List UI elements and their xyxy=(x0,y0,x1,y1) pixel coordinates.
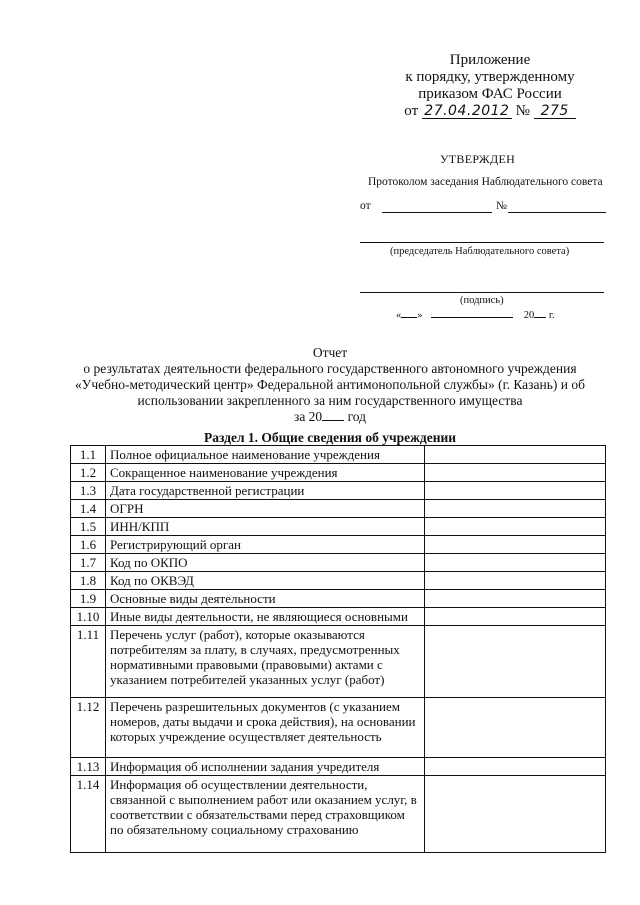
appendix-date: 27.04.2012 xyxy=(422,104,512,119)
row-value-cell xyxy=(425,758,606,776)
row-value-cell xyxy=(425,572,606,590)
approval-date-line xyxy=(382,212,492,213)
row-number: 1.10 xyxy=(71,608,106,626)
appendix-date-number xyxy=(380,103,600,120)
quote-open: « xyxy=(396,310,402,321)
row-label: Иные виды деятельности, не являющиеся основными xyxy=(106,608,425,626)
row-number: 1.2 xyxy=(71,464,106,482)
row-value-cell xyxy=(425,518,606,536)
row-value-cell xyxy=(425,590,606,608)
row-value-cell xyxy=(425,608,606,626)
section-title: Раздел 1. Общие сведения об учреждении xyxy=(203,430,457,445)
row-number: 1.8 xyxy=(71,572,106,590)
approval-date-row xyxy=(360,200,610,212)
table-row xyxy=(71,590,606,608)
row-value-cell xyxy=(425,554,606,572)
row-number: 1.6 xyxy=(71,536,106,554)
row-value-cell xyxy=(425,464,606,482)
row-label: Информация об осуществлении деятельности, связанной с выполнением работ или оказанием услуг, в соответствии с обязательствами перед страховщиком по обязательному социальному страхованию xyxy=(106,776,425,853)
row-value-cell xyxy=(425,536,606,554)
row-number: 1.12 xyxy=(71,698,106,758)
table-row xyxy=(71,446,606,464)
row-number: 1.7 xyxy=(71,554,106,572)
table-row xyxy=(71,464,606,482)
appendix-fas-line: приказом ФАС России xyxy=(418,86,562,102)
row-label: Дата государственной регистрации xyxy=(106,482,425,500)
row-number: 1.4 xyxy=(71,500,106,518)
signature-caption: (подпись) xyxy=(460,295,504,306)
table-row xyxy=(71,626,606,698)
row-label: Перечень услуг (работ), которые оказываются потребителям за плату, в случаях, предусмотренных нормативными правовыми (правовыми) актами с указанием потребителей указанных услуг (работ) xyxy=(106,626,425,698)
report-heading xyxy=(70,345,590,425)
appendix-block xyxy=(380,52,600,120)
report-line-3: использовании закрепленного за ним государственного имущества xyxy=(137,393,523,408)
row-label: Сокращенное наименование учреждения xyxy=(106,464,425,482)
row-label: Код по ОКВЭД xyxy=(106,572,425,590)
row-label: Основные виды деятельности xyxy=(106,590,425,608)
row-label: ИНН/КПП xyxy=(106,518,425,536)
row-value-cell xyxy=(425,698,606,758)
appendix-number: 275 xyxy=(534,104,576,119)
year-suffix: г. xyxy=(548,310,555,321)
row-number: 1.3 xyxy=(71,482,106,500)
table-row xyxy=(71,536,606,554)
row-value-cell xyxy=(425,500,606,518)
table-row xyxy=(71,554,606,572)
table-row xyxy=(71,518,606,536)
table-row xyxy=(71,776,606,853)
year-prefix: 20 xyxy=(523,310,535,321)
row-label: Код по ОКПО xyxy=(106,554,425,572)
report-line-2: «Учебно-методический центр» Федеральной антимонопольной службы» (г. Казань) и об xyxy=(75,377,585,392)
chairman-caption: (председатель Наблюдательного совета) xyxy=(390,246,570,257)
row-label: ОГРН xyxy=(106,500,425,518)
period-suffix: год xyxy=(347,409,366,424)
report-period xyxy=(70,409,590,425)
row-value-cell xyxy=(425,446,606,464)
row-label: Информация об исполнении задания учредителя xyxy=(106,758,425,776)
appendix-number-label: № xyxy=(515,103,530,119)
row-number: 1.1 xyxy=(71,446,106,464)
chairman-line xyxy=(360,242,604,243)
report-line-1: о результатах деятельности федерального государственного автономного учреждения xyxy=(83,361,577,376)
approval-date-full xyxy=(396,310,606,321)
approval-number-label: № xyxy=(496,200,507,212)
approval-protocol: Протоколом заседания Наблюдательного совета xyxy=(368,176,603,188)
approval-number-line xyxy=(508,212,606,213)
quote-close: » xyxy=(417,310,423,321)
general-info-table xyxy=(70,445,606,853)
appendix-from-label: от xyxy=(404,103,419,119)
period-blank xyxy=(322,420,344,421)
approval-title: УТВЕРЖДЕН xyxy=(440,152,516,166)
table-row xyxy=(71,482,606,500)
row-label: Перечень разрешительных документов (с указанием номеров, даты выдачи и срока действия), на основании которых учреждение осуществляет деятельность xyxy=(106,698,425,758)
row-label: Регистрирующий орган xyxy=(106,536,425,554)
row-number: 1.5 xyxy=(71,518,106,536)
appendix-title: Приложение xyxy=(449,52,531,68)
signature-line xyxy=(360,292,604,293)
table-row xyxy=(71,500,606,518)
row-value-cell xyxy=(425,776,606,853)
row-number: 1.9 xyxy=(71,590,106,608)
appendix-order-line: к порядку, утвержденному xyxy=(405,69,575,85)
year-blank xyxy=(534,317,546,318)
report-title: Отчет xyxy=(312,345,348,360)
row-value-cell xyxy=(425,482,606,500)
table-row xyxy=(71,572,606,590)
row-label: Полное официальное наименование учреждения xyxy=(106,446,425,464)
row-number: 1.14 xyxy=(71,776,106,853)
row-number: 1.13 xyxy=(71,758,106,776)
approval-from-label: от xyxy=(360,200,371,212)
day-blank xyxy=(401,317,417,318)
table-row xyxy=(71,608,606,626)
row-value-cell xyxy=(425,626,606,698)
period-prefix: за 20 xyxy=(293,409,323,424)
table-row xyxy=(71,698,606,758)
row-number: 1.11 xyxy=(71,626,106,698)
table-row xyxy=(71,758,606,776)
month-blank xyxy=(431,317,513,318)
